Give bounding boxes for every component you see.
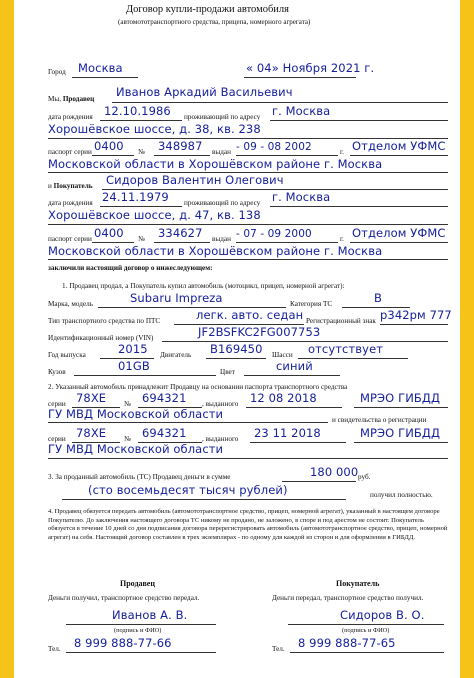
buyer-birth: 24.11.1979 [102, 190, 169, 204]
type-label: Тип транспортного средства по ПТС [48, 317, 161, 325]
seller-tel-label: Тел. [48, 645, 61, 653]
buyer-label: и Покупатель [48, 182, 93, 190]
section-3-text: 3. За проданный автомобиль (ТС) Продавец деньги в сумме [48, 473, 231, 481]
body-label: Кузов [48, 368, 66, 376]
seller-tel: 8 999 888-77-66 [74, 636, 172, 650]
srts-issuer-2: ГУ МВД Московской области [48, 442, 224, 456]
document-page [14, 0, 460, 678]
seller-passport-label: паспорт серии [48, 148, 92, 156]
reg-label: Регистрационный знак [306, 317, 376, 325]
make-value: Subaru Impreza [130, 291, 223, 305]
contract-date: « 04» Ноября 2021 г. [246, 61, 375, 75]
seller-sign-caption: (подпись и ФИО) [114, 627, 162, 634]
srts-no-label: № [124, 435, 131, 443]
buyer-residing-label: проживающий по адресу [184, 199, 261, 207]
seller-birth: 12.10.1986 [104, 104, 171, 118]
buyer-tel-label: Тел. [272, 645, 285, 653]
buyer-passport-label: паспорт серии [48, 235, 92, 243]
seller-passport-number: 348987 [158, 139, 203, 153]
seller-name: Иванов Аркадий Васильевич [116, 85, 293, 99]
pts-date: 12 08 2018 [250, 391, 317, 405]
year-value: 2015 [118, 342, 148, 356]
pts-series: 78ХЕ [76, 391, 107, 405]
money-passed-text: Деньги передал, транспортное средство получил. [272, 594, 424, 602]
buyer-city: г. Москва [272, 190, 331, 204]
seller-passport-series: 0400 [94, 139, 124, 153]
vin-label: Идентификационный номер (VIN) [48, 334, 154, 342]
seller-signature: Иванов А. В. [112, 608, 188, 622]
buyer-name: Сидоров Валентин Олегович [106, 173, 284, 187]
buyer-passport-series: 0400 [94, 226, 124, 240]
buyer-issue-date: - 07 - 09 2000 [236, 228, 312, 240]
body-value: 01GB [118, 359, 150, 373]
seller-issuer-1: Отделом УФМС [352, 139, 446, 153]
seller-col-title: Продавец [120, 579, 155, 588]
concluded-text: заключили настоящий договор о нижеследующем: [48, 264, 213, 272]
section-4-text: 4. Продавец обязуется передать автомобиль (автомототранспортное средство, прицеп, номерной агрегат), указанный в настоящем договоре Покупателю. До заключения настоящего договора ТС никому не продано, не заложено, в споре и под арестом не состоит. Покупатель обязуется в течение 10 дней со дня подписания договора перерегистрировать автомобиль (автомототранспортное средство, прицеп, номерной агрегат) на себя. Настоящий договор составлен в трех экземплярах - по одному для каждой из сторон и для оформления в ГИБДД. [48, 508, 448, 541]
buyer-birth-label: дата рождения [48, 199, 93, 207]
received-label: получил полностью. [370, 491, 433, 499]
rub-label: руб. [358, 473, 371, 481]
color-value: синий [276, 359, 313, 373]
chassis-label: Шасси [272, 351, 293, 359]
buyer-passport-number: 334627 [158, 226, 203, 240]
buyer-year-g: г. [340, 235, 344, 243]
pts-no-label: № [124, 400, 131, 408]
seller-year-g: г. [340, 148, 344, 156]
engine-value: В169450 [210, 342, 263, 356]
reg-value: р342рм 777 [380, 308, 452, 322]
pts-series-label: серии [48, 400, 66, 408]
make-label: Марка, модель [48, 300, 93, 308]
srts-issuer: МРЭО ГИБДД [360, 426, 441, 440]
seller-city: г. Москва [272, 104, 331, 118]
engine-label: Двигатель [160, 351, 192, 359]
vin-value: JF2BSFKC2FG007753 [198, 325, 321, 339]
pts-issuer: МРЭО ГИБДД [360, 391, 441, 405]
buyer-col-title: Покупатель [336, 579, 380, 588]
price-words: (сто восемьдесят тысяч рублей) [88, 483, 288, 497]
seller-birth-label: дата рождения [48, 113, 93, 121]
seller-residing-label: проживающий по адресу [184, 113, 261, 121]
buyer-no-label: № [138, 235, 145, 243]
srts-issued-label: , выданного [202, 435, 239, 443]
city-label: Город [48, 68, 66, 76]
buyer-issuer-2: Московской области в Хорошёвском районе г. Москва [48, 244, 383, 258]
seller-issuer-2: Московской области в Хорошёвском районе г. Москва [48, 157, 383, 171]
buyer-issuer-1: Отделом УФМС [352, 226, 446, 240]
srts-number: 694321 [142, 426, 187, 440]
and-cert-label: и свидетельства о регистрации [332, 416, 427, 424]
city-value: Москва [78, 61, 123, 75]
color-label: Цвет [220, 368, 235, 376]
seller-issue-date: - 09 - 08 2002 [236, 141, 312, 153]
we-label: Мы, Продавец [48, 95, 95, 103]
document-subtitle: (автомототранспортного средства, прицепа, номерного агрегата) [118, 18, 311, 26]
chassis-value: отсутствует [308, 342, 384, 356]
document-title: Договор купли-продажи автомобиля [126, 4, 289, 15]
category-label: Категория ТС [290, 300, 333, 308]
buyer-tel: 8 999 888-77-65 [298, 636, 396, 650]
buyer-issued-label: выдан [212, 235, 231, 243]
buyer-street: Хорошёвское шоссе, д. 47, кв. 138 [48, 208, 261, 222]
type-value: легк. авто. седан [196, 308, 304, 322]
section-2-text: 2. Указанный автомобиль принадлежит Продавцу на основании паспорта транспортного средства [48, 383, 348, 391]
seller-issued-label: выдан [212, 148, 231, 156]
srts-series-label: серии [48, 435, 66, 443]
pts-number: 694321 [142, 391, 187, 405]
money-received-text: Деньги получил, транспортное средство передал. [48, 594, 200, 602]
seller-no-label: № [138, 148, 145, 156]
srts-series: 78ХЕ [76, 426, 107, 440]
pts-issuer-2: ГУ МВД Московской области [48, 407, 224, 421]
pts-issued-label: , выданного [202, 400, 239, 408]
buyer-sign-caption: (подпись и ФИО) [342, 627, 390, 634]
section-1-text: 1. Продавец продал, а Покупатель купил автомобиль (мотоцикл, прицеп, номерной агрегат): [62, 282, 345, 290]
buyer-signature: Сидоров В. О. [340, 608, 425, 622]
srts-date: 23 11 2018 [254, 426, 321, 440]
category-value: В [374, 291, 382, 305]
year-label: Год выпуска [48, 351, 86, 359]
price-sum: 180 000 [310, 465, 359, 479]
seller-street: Хорошёвское шоссе, д. 38, кв. 238 [48, 122, 261, 136]
